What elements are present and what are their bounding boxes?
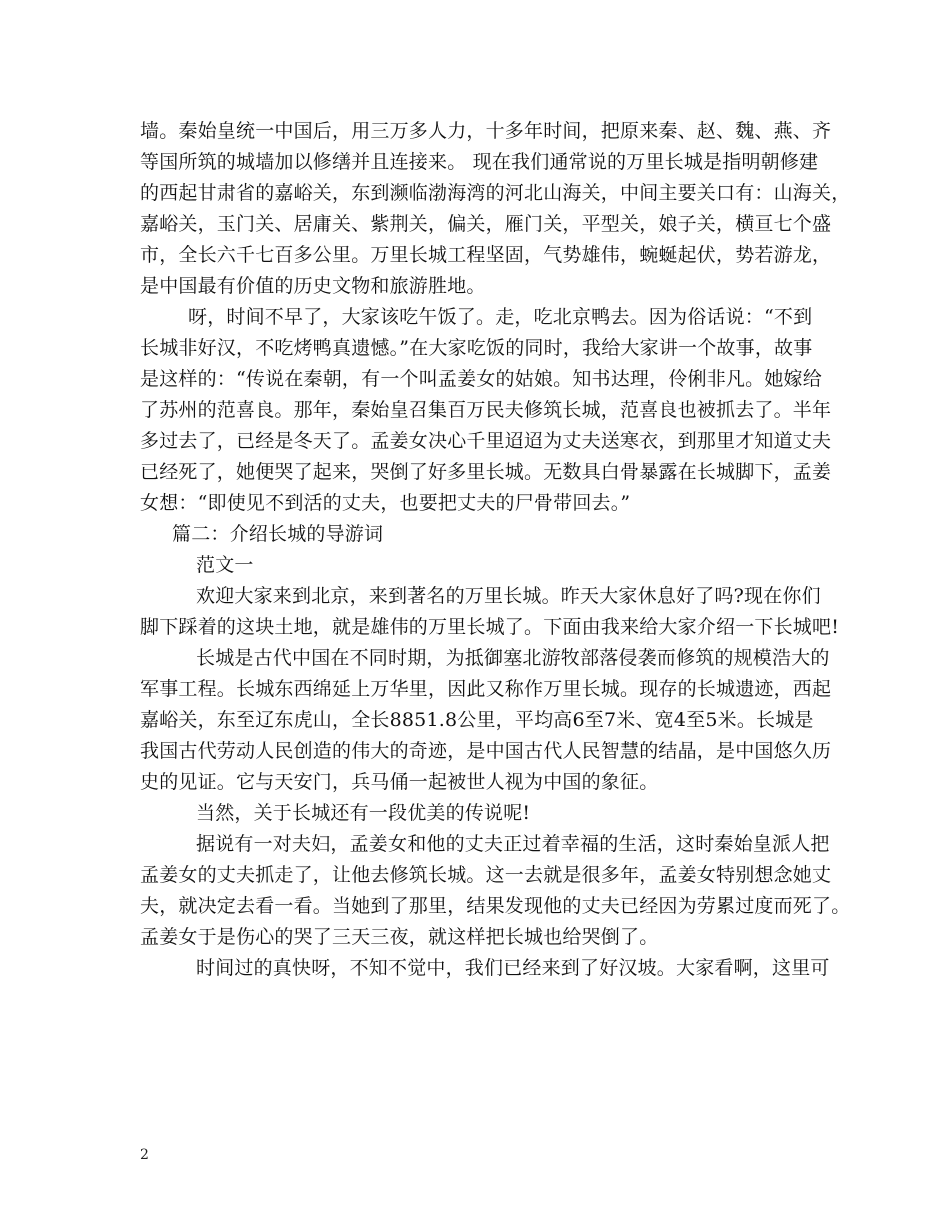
text-line: 已经死了，她便哭了起来，哭倒了好多里长城。无数具白骨暴露在长城脚下，孟姜 — [140, 461, 832, 483]
text-line: 孟姜女的丈夫抓走了，让他去修筑长城。这一去就是很多年，孟姜女特别想念她丈 — [140, 864, 832, 886]
text-line: 据说有一对夫妇，孟姜女和他的丈夫正过着幸福的生活，这时秦始皇派人把 — [196, 833, 830, 855]
text-line: 长城非好汉，不吃烤鸭真遗憾。”在大家吃饭的同时，我给大家讲一个故事，故事 — [140, 337, 813, 359]
text-line: 是中国最有价值的历史文物和旅游胜地。 — [140, 275, 486, 297]
text-line: 时间过的真快呀，不知不觉中，我们已经来到了好汉坡。大家看啊，这里可 — [196, 957, 830, 979]
text-line: 了苏州的范喜良。那年，秦始皇召集百万民夫修筑长城，范喜良也被抓去了。半年 — [140, 399, 832, 421]
text-line: 夫，就决定去看一看。当她到了那里，结果发现他的丈夫已经因为劳累过度而死了。 — [140, 895, 851, 917]
text-line: 多过去了，已经是冬天了。孟姜女决心千里迢迢为丈夫送寒衣，到那里才知道丈夫 — [140, 430, 832, 452]
text-line: 墙。秦始皇统一中国后，用三万多人力，十多年时间，把原来秦、赵、魏、燕、齐 — [140, 120, 832, 142]
sample-heading: 范文一 — [196, 554, 254, 576]
text-line: 当然，关于长城还有一段优美的传说呢! — [196, 802, 531, 824]
text-line: 女想：“即使见不到活的丈夫，也要把丈夫的尸骨带回去。” — [140, 492, 631, 514]
text-line: 等国所筑的城墙加以修缮并且连接来。 现在我们通常说的万里长城是指明朝修建 — [140, 151, 819, 173]
text-line: 欢迎大家来到北京，来到著名的万里长城。昨天大家休息好了吗?现在你们 — [196, 585, 821, 607]
text-line: 是这样的：“传说在秦朝，有一个叫孟姜女的姑娘。知书达理，伶俐非凡。她嫁给 — [140, 368, 822, 390]
text-line: 长城是古代中国在不同时期，为抵御塞北游牧部落侵袭而修筑的规模浩大的 — [196, 647, 830, 669]
text-line: 脚下踩着的这块土地，就是雄伟的万里长城了。下面由我来给大家介绍一下长城吧! — [140, 616, 840, 638]
text-line: 市，全长六千七百多公里。万里长城工程坚固，气势雄伟，蜿蜒起伏，势若游龙， — [140, 244, 832, 266]
text-line: 我国古代劳动人民创造的伟大的奇迹，是中国古代人民智慧的结晶，是中国悠久历 — [140, 740, 832, 762]
text-line: 的西起甘肃省的嘉峪关，东到濒临渤海湾的河北山海关，中间主要关口有：山海关， — [140, 182, 851, 204]
section-heading: 篇二：介绍长城的导游词 — [172, 523, 384, 545]
text-line: 军事工程。长城东西绵延上万华里，因此又称作万里长城。现存的长城遗迹，西起 — [140, 678, 832, 700]
page-number: 2 — [140, 1147, 149, 1163]
text-line: 嘉峪关，东至辽东虎山，全长8851.8公里，平均高6至7米、宽4至5米。长城是 — [140, 709, 814, 731]
text-line: 嘉峪关，玉门关、居庸关、紫荆关，偏关，雁门关，平型关，娘子关，横亘七个盛 — [140, 213, 832, 235]
text-line: 孟姜女于是伤心的哭了三天三夜，就这样把长城也给哭倒了。 — [140, 926, 659, 948]
text-line: 史的见证。它与天安门，兵马俑一起被世人视为中国的象征。 — [140, 771, 659, 793]
text-line: 呀，时间不早了，大家该吃午饭了。走，吃北京鸭去。因为俗话说：“不到 — [188, 306, 813, 328]
